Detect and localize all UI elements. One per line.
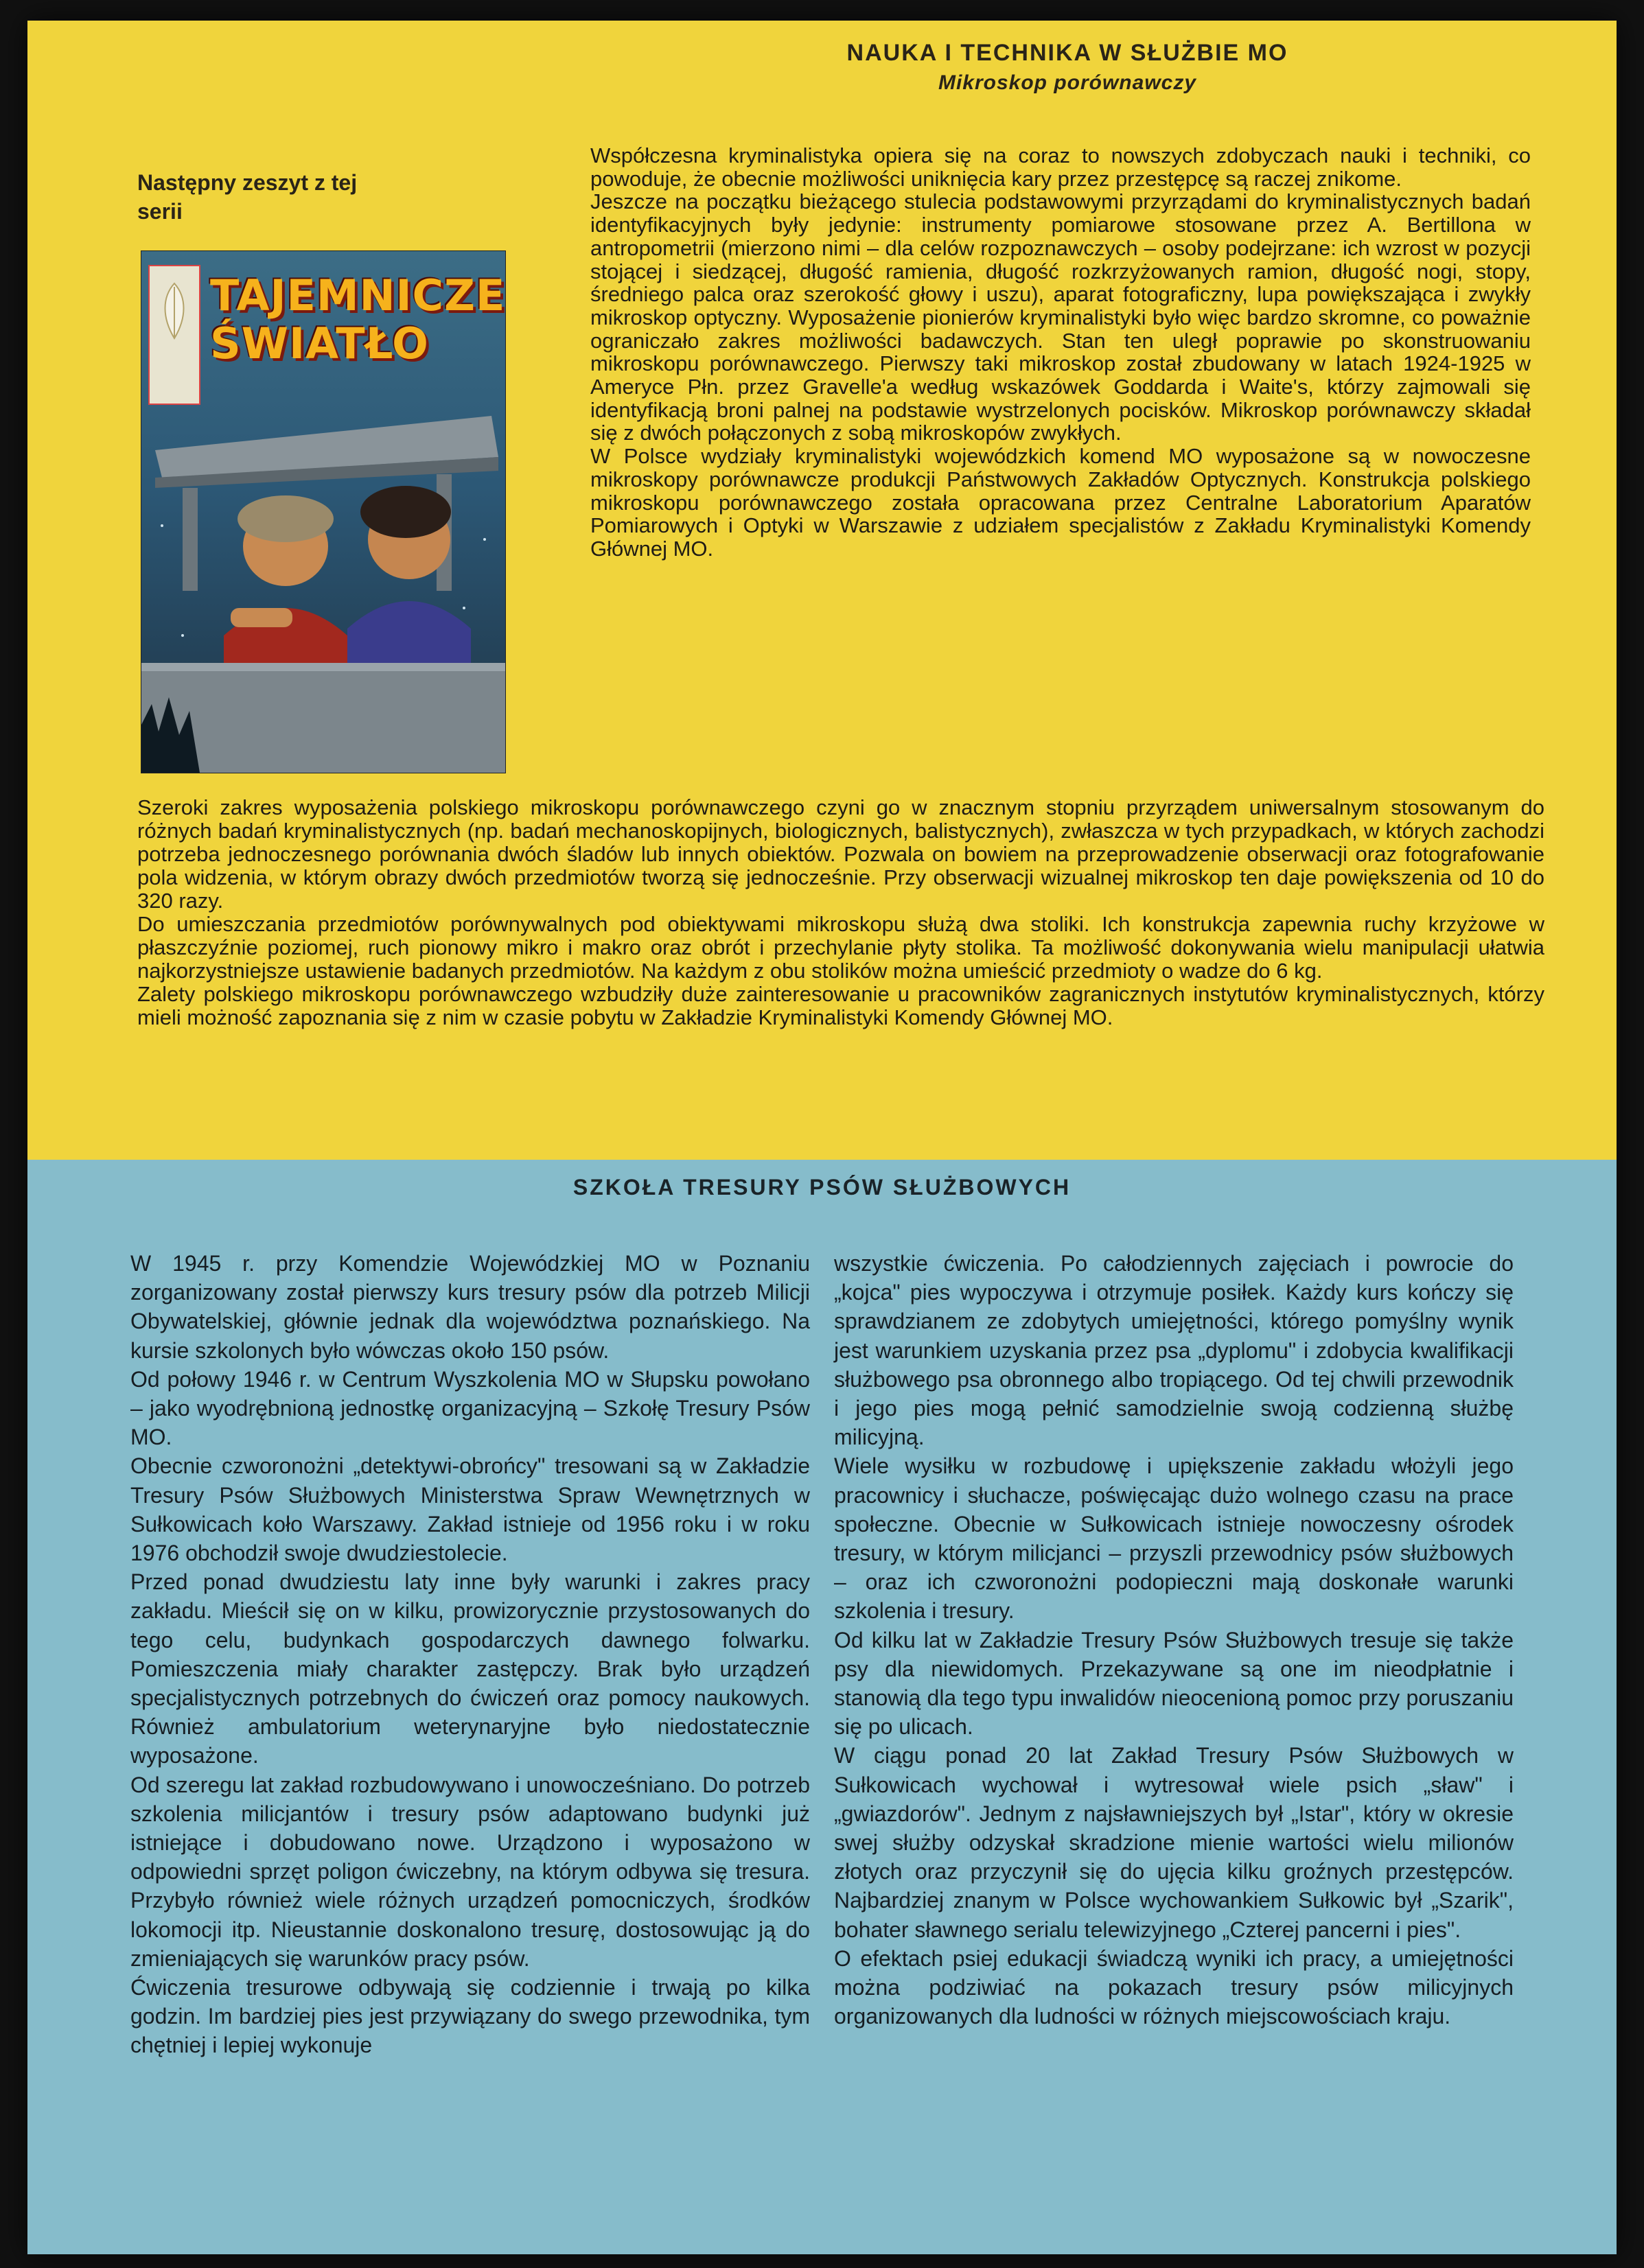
dog-school-left-column [130, 1249, 810, 2060]
article-paragraph: wszystkie ćwiczenia. Po całodziennych zajęciach i powrocie do „kojca" pies wypoczywa i otrzymuje posiłek. Każdy kurs kończy się sprawdzianem ze zdobytych umiejętności, którego pomyślny wynik jest warunkiem uzyskania przez psa „dyplomu" i zdobycia kwalifikacji służbowego psa obronnego albo tropiącego. Od tej chwili przewodnik i jego pies mogą pełnić samodzielnie swoją codzienną służbę milicyjną. [834, 1251, 1514, 1450]
microscope-article-wide [137, 796, 1544, 1029]
series-badge [148, 265, 200, 405]
cover-title-line-2: ŚWIATŁO [210, 318, 429, 369]
article-paragraph: Od szeregu lat zakład rozbudowywano i unowocześniano. Do potrzeb szkolenia milicjantów i tresury psów adaptowano budynki już istniejące i dobudowano nowe. Urządzono i wyposażono w odpowiedni sprzęt poligon ćwiczebny, na którym odbywa się tresura. Przybyło również wiele różnych urządzeń pomocniczych, środków lokomocji itp. Nieustannie doskonalono tresurę, dostosowując ją do zmieniających się warunków pracy psów. [130, 1772, 810, 1971]
article-paragraph: Współczesna kryminalistyka opiera się na coraz to nowszych zdobyczach nauki i techniki, co powoduje, że obecnie możliwości uniknięcia kary przez przestępcę są raczej znikome. [590, 143, 1531, 191]
back-cover-page [27, 21, 1617, 2254]
cover-title [210, 270, 506, 369]
section-header-dog-school: SZKOŁA TRESURY PSÓW SŁUŻBOWYCH [572, 1175, 1072, 1200]
yellow-panel [27, 21, 1617, 1160]
article-paragraph: Wiele wysiłku w rozbudowę i upiększenie zakładu włożyli jego pracownicy i słuchacze, poświęcając dużo wolnego czasu na prace społeczne. Obecnie w Sułkowicach istnieje nowoczesny ośrodek tresury, w którym milicjanci – przyszli przewodnicy psów służbowych – oraz ich czworonożni podopieczni mają doskonałe warunki szkolenia i tresury. [834, 1453, 1514, 1624]
article-paragraph: Od kilku lat w Zakładzie Tresury Psów Służbowych tresuje się także psy dla niewidomych. Przekazywane są one im nieodpłatnie i stanowią dla tego typu inwalidów nieocenioną pomoc przy poruszaniu się po ulicach. [834, 1627, 1514, 1740]
leaf-emblem-icon [155, 280, 194, 342]
next-issue-label: Następny zeszyt z tej serii [137, 170, 358, 224]
article-paragraph: Przed ponad dwudziestu laty inne były warunki i zakres pracy zakładu. Mieścił się on w kilku, prowizorycznie przystosowanych do tego celu, budynkach gospodarczych dawnego folwarku. Pomieszczenia miały charakter zastępczy. Brak było urządzeń specjalistycznych potrzebnych do ćwiczeń oraz pomocy naukowych. Również ambulatorium weterynaryjne było niedostatecznie wyposażone. [130, 1569, 810, 1768]
article-paragraph: Obecnie czworonożni „detektywi-obrońcy" tresowani są w Zakładzie Tresury Psów Służbowych Ministerstwa Spraw Wewnętrznych w Sułkowicach koło Warszawy. Zakład istnieje od 1956 roku i w roku 1976 obchodził swoje dwudziestolecie. [130, 1453, 810, 1566]
article-paragraph: Zalety polskiego mikroskopu porównawczego wzbudziły duże zainteresowanie u pracowników zagranicznych instytutów kryminalistycznych, którzy mieli możność zapoznania się z nim w czasie pobytu w Zakładzie Kryminalistyki Komendy Głównej MO. [137, 982, 1544, 1029]
cover-title-line-1: TAJEMNICZE [210, 270, 506, 320]
header-subtitle: Mikroskop porównawczy [938, 71, 1197, 94]
article-paragraph: Ćwiczenia tresurowe odbywają się codziennie i trwają po kilka godzin. Im bardziej pies jest przywiązany do swego przewodnika, tym chętniej i lepiej wykonuje [130, 1975, 810, 2058]
article-paragraph: O efektach psiej edukacji świadczą wyniki ich pracy, a umiejętności można podziwiać na pokazach tresury psów milicyjnych organizowanych dla ludności w różnych miejscowościach kraju. [834, 1945, 1514, 2029]
microscope-article-column [590, 144, 1531, 561]
article-paragraph: Jeszcze na początku bieżącego stulecia podstawowymi przyrządami do kryminalistycznych badań identyfikacyjnych były jedynie: instrumenty pomiarowe stosowane przez A. Bertillona w antropometrii (mierzono nimi – dla celów rozpoznawczych – osoby podejrzane: ich wzrost w pozycji stojącej i siedzącej, długość ramienia, długość rozkrzyżowanych ramion, długość nogi, stopy, średniego palca oraz szerokość głowy i uszu), aparat fotograficzny, lupa powiększająca i zwykły mikroskop optyczny. Wyposażenie pionierów kryminalistyki było więc bardzo skromne, co poważnie ograniczało zakres możliwości badawczych. Stan ten uległ poprawie po skonstruowaniu mikroskopu porównawczego. Pierwszy taki mikroskop został zbudowany w latach 1924-1925 w Ameryce Płn. przez Gravelle'a według wskazówek Goddarda i Waite's, którzy zajmowali się identyfikacją broni palnej na podstawie wystrzelonych pocisków. Mikroskop porównawczy składał się z dwóch połączonych z sobą mikroskopów zwykłych. [590, 189, 1531, 445]
article-paragraph: W ciągu ponad 20 lat Zakład Tresury Psów Służbowych w Sułkowicach wychował i wytresował wiele psich „sław" i „gwiazdorów". Jednym z najsławniejszych był „Istar", który w okresie swej służby odzyskał skradzione mienie wartości wielu milionów złotych oraz przyczynił się do ujęcia kilku groźnych przestępców. Najbardziej znanym w Polsce wychowankiem Sułkowic był „Szarik", bohater sławnego serialu telewizyjnego „Czterej pancerni i pies". [834, 1743, 1514, 1942]
article-paragraph: W Polsce wydziały kryminalistyki wojewódzkich komend MO wyposażone są w nowoczesne mikroskopy porównawcze produkcji Państwowych Zakładów Optycznych. Konstrukcja polskiego mikroskopu porównawczego została opracowana przez Centralne Laboratorium Aparatów Pomiarowych i Optyki w Warszawie z udziałem specjalistów z Zakładu Kryminalistyki Komendy Głównej MO. [590, 444, 1531, 561]
dog-school-right-column [834, 1249, 1514, 2031]
article-paragraph: Od połowy 1946 r. w Centrum Wyszkolenia MO w Słupsku powołano – jako wyodrębnioną jednostkę organizacyjną – Szkołę Tresury Psów MO. [130, 1366, 810, 1450]
header-title: NAUKA I TECHNIKA W SŁUŻBIE MO [846, 40, 1288, 66]
article-paragraph: Szeroki zakres wyposażenia polskiego mikroskopu porównawczego czyni go w znacznym stopniu przyrządem uniwersalnym stosowanym do różnych badań kryminalistycznych (np. badań mechanoskopijnych, biologicznych, balistycznych), zwłaszcza w tych przypadkach, w których zachodzi potrzeba jednoczesnego porównania dwóch śladów lub innych obiektów. Pozwala on bowiem na przeprowadzenie obserwacji oraz fotografowanie pola widzenia, w którym obrazy dwóch przedmiotów tworzą się jednocześnie. Przy obserwacji wizualnej mikroskop ten daje powiększenia od 10 do 320 razy. [137, 795, 1544, 913]
article-paragraph: W 1945 r. przy Komendzie Wojewódzkiej MO w Poznaniu zorganizowany został pierwszy kurs tresury psów dla potrzeb Milicji Obywatelskiej, głównie jednak dla województwa poznańskiego. Na kursie szkolonych było wówczas około 150 psów. [130, 1251, 810, 1363]
next-issue-cover [141, 250, 506, 773]
section-header-microscope [714, 38, 1421, 98]
blue-panel [27, 1160, 1617, 2254]
article-paragraph: Do umieszczania przedmiotów porównywalnych pod obiektywami mikroskopu służą dwa stoliki. Ich konstrukcja zapewnia ruchy krzyżowe w płaszczyźnie poziomej, ruch pionowy mikro i makro oraz obrót i przechylanie płyty stolika. Ta możliwość dokonywania wielu manipulacji ułatwia najkorzystniejsze ustawienie badanych przedmiotów. Na każdym z obu stolików można umieścić przedmioty o wadze do 6 kg. [137, 912, 1544, 983]
